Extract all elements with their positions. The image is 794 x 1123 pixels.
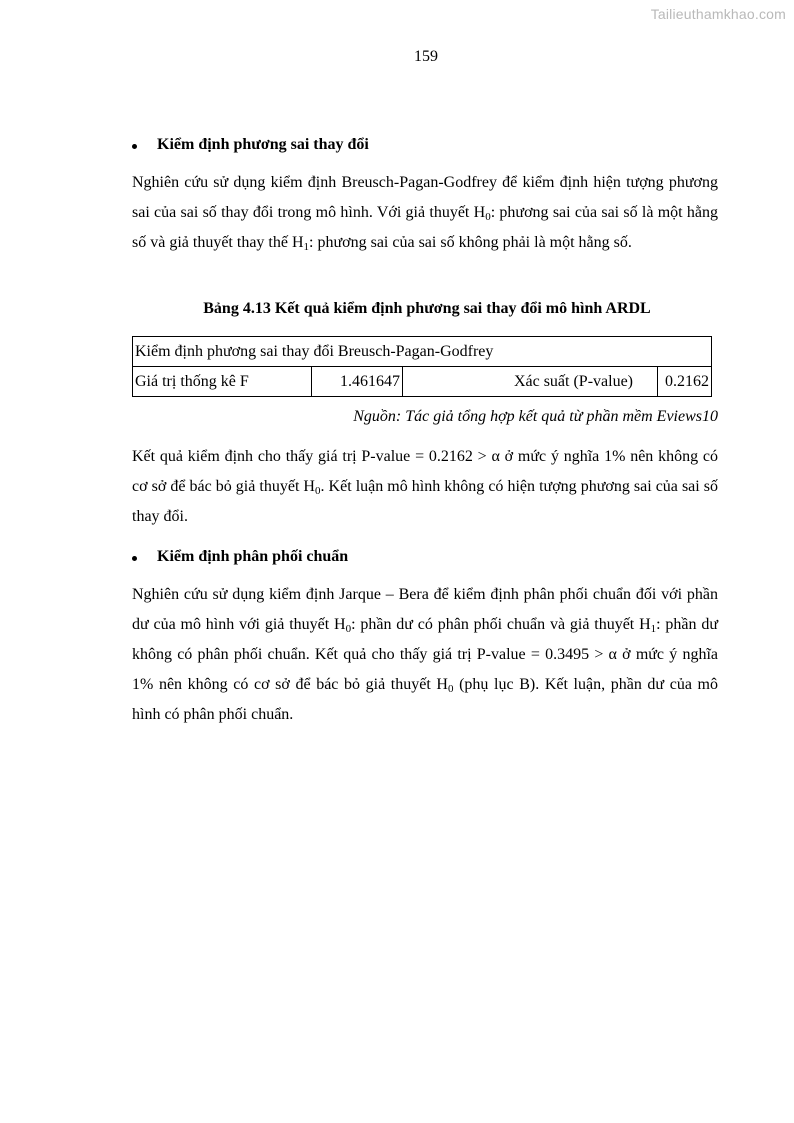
f-stat-value-cell: 1.461647	[312, 367, 403, 397]
paragraph-heteroskedasticity-method: Nghiên cứu sử dụng kiểm định Breusch-Pagan-Godfrey để kiểm định hiện tượng phương sai của sai số thay đổi trong mô hình. Với giả thuyết $H_0$: phương sai của sai số là một hằng số và giả thuyết thay thế $H_1$: phương sai của sai số không phải là một hằng số.	[132, 174, 718, 253]
bullet-icon	[132, 556, 137, 561]
f-stat-label-cell: Giá trị thống kê F	[133, 367, 312, 397]
paragraph-normality-test: Nghiên cứu sử dụng kiểm định Jarque – Bera để kiểm định phân phối chuẩn đối với phần dư của mô hình với giả thuyết $H_0$: phần dư có phân phối chuẩn và giả thuyết $H_1$: phần dư không có phân phối chuẩn. Kết quả cho thấy giá trị P-value = 0.3495 > α ở mức ý nghĩa 1% nên không có cơ sở để bác bỏ giả thuyết $H_0$ (phụ lục B). Kết luận, phần dư của mô hình có phân phối chuẩn.	[132, 586, 719, 723]
table-source-note: Nguồn: Tác giả tổng hợp kết quả từ phần mềm Eviews10	[353, 408, 718, 425]
page-number: 159	[414, 48, 438, 65]
paragraph-heteroskedasticity-result: Kết quả kiểm định cho thấy giá trị P-value = 0.2162 > α ở mức ý nghĩa 1% nên không có cơ sở để bác bỏ giả thuyết $H_0$. Kết luận mô hình không có hiện tượng phương sai của sai số thay đổi.	[132, 448, 719, 525]
watermark: Tailieuthamkhao.com	[650, 6, 786, 22]
section-heading-text: Kiểm định phân phối chuẩn	[157, 548, 349, 565]
bullet-icon	[132, 144, 137, 149]
table-caption: Bảng 4.13 Kết quả kiểm định phương sai thay đổi mô hình ARDL	[203, 300, 651, 317]
section-heading-text: Kiểm định phương sai thay đổi	[157, 136, 369, 153]
p-value-cell: 0.2162	[658, 367, 712, 397]
heteroskedasticity-table	[132, 336, 712, 397]
table-row	[133, 367, 712, 397]
table-header-cell: Kiểm định phương sai thay đổi Breusch-Pagan-Godfrey	[133, 337, 712, 367]
p-value-label-cell: Xác suất (P-value)	[403, 367, 658, 397]
table-header-row	[133, 337, 712, 367]
